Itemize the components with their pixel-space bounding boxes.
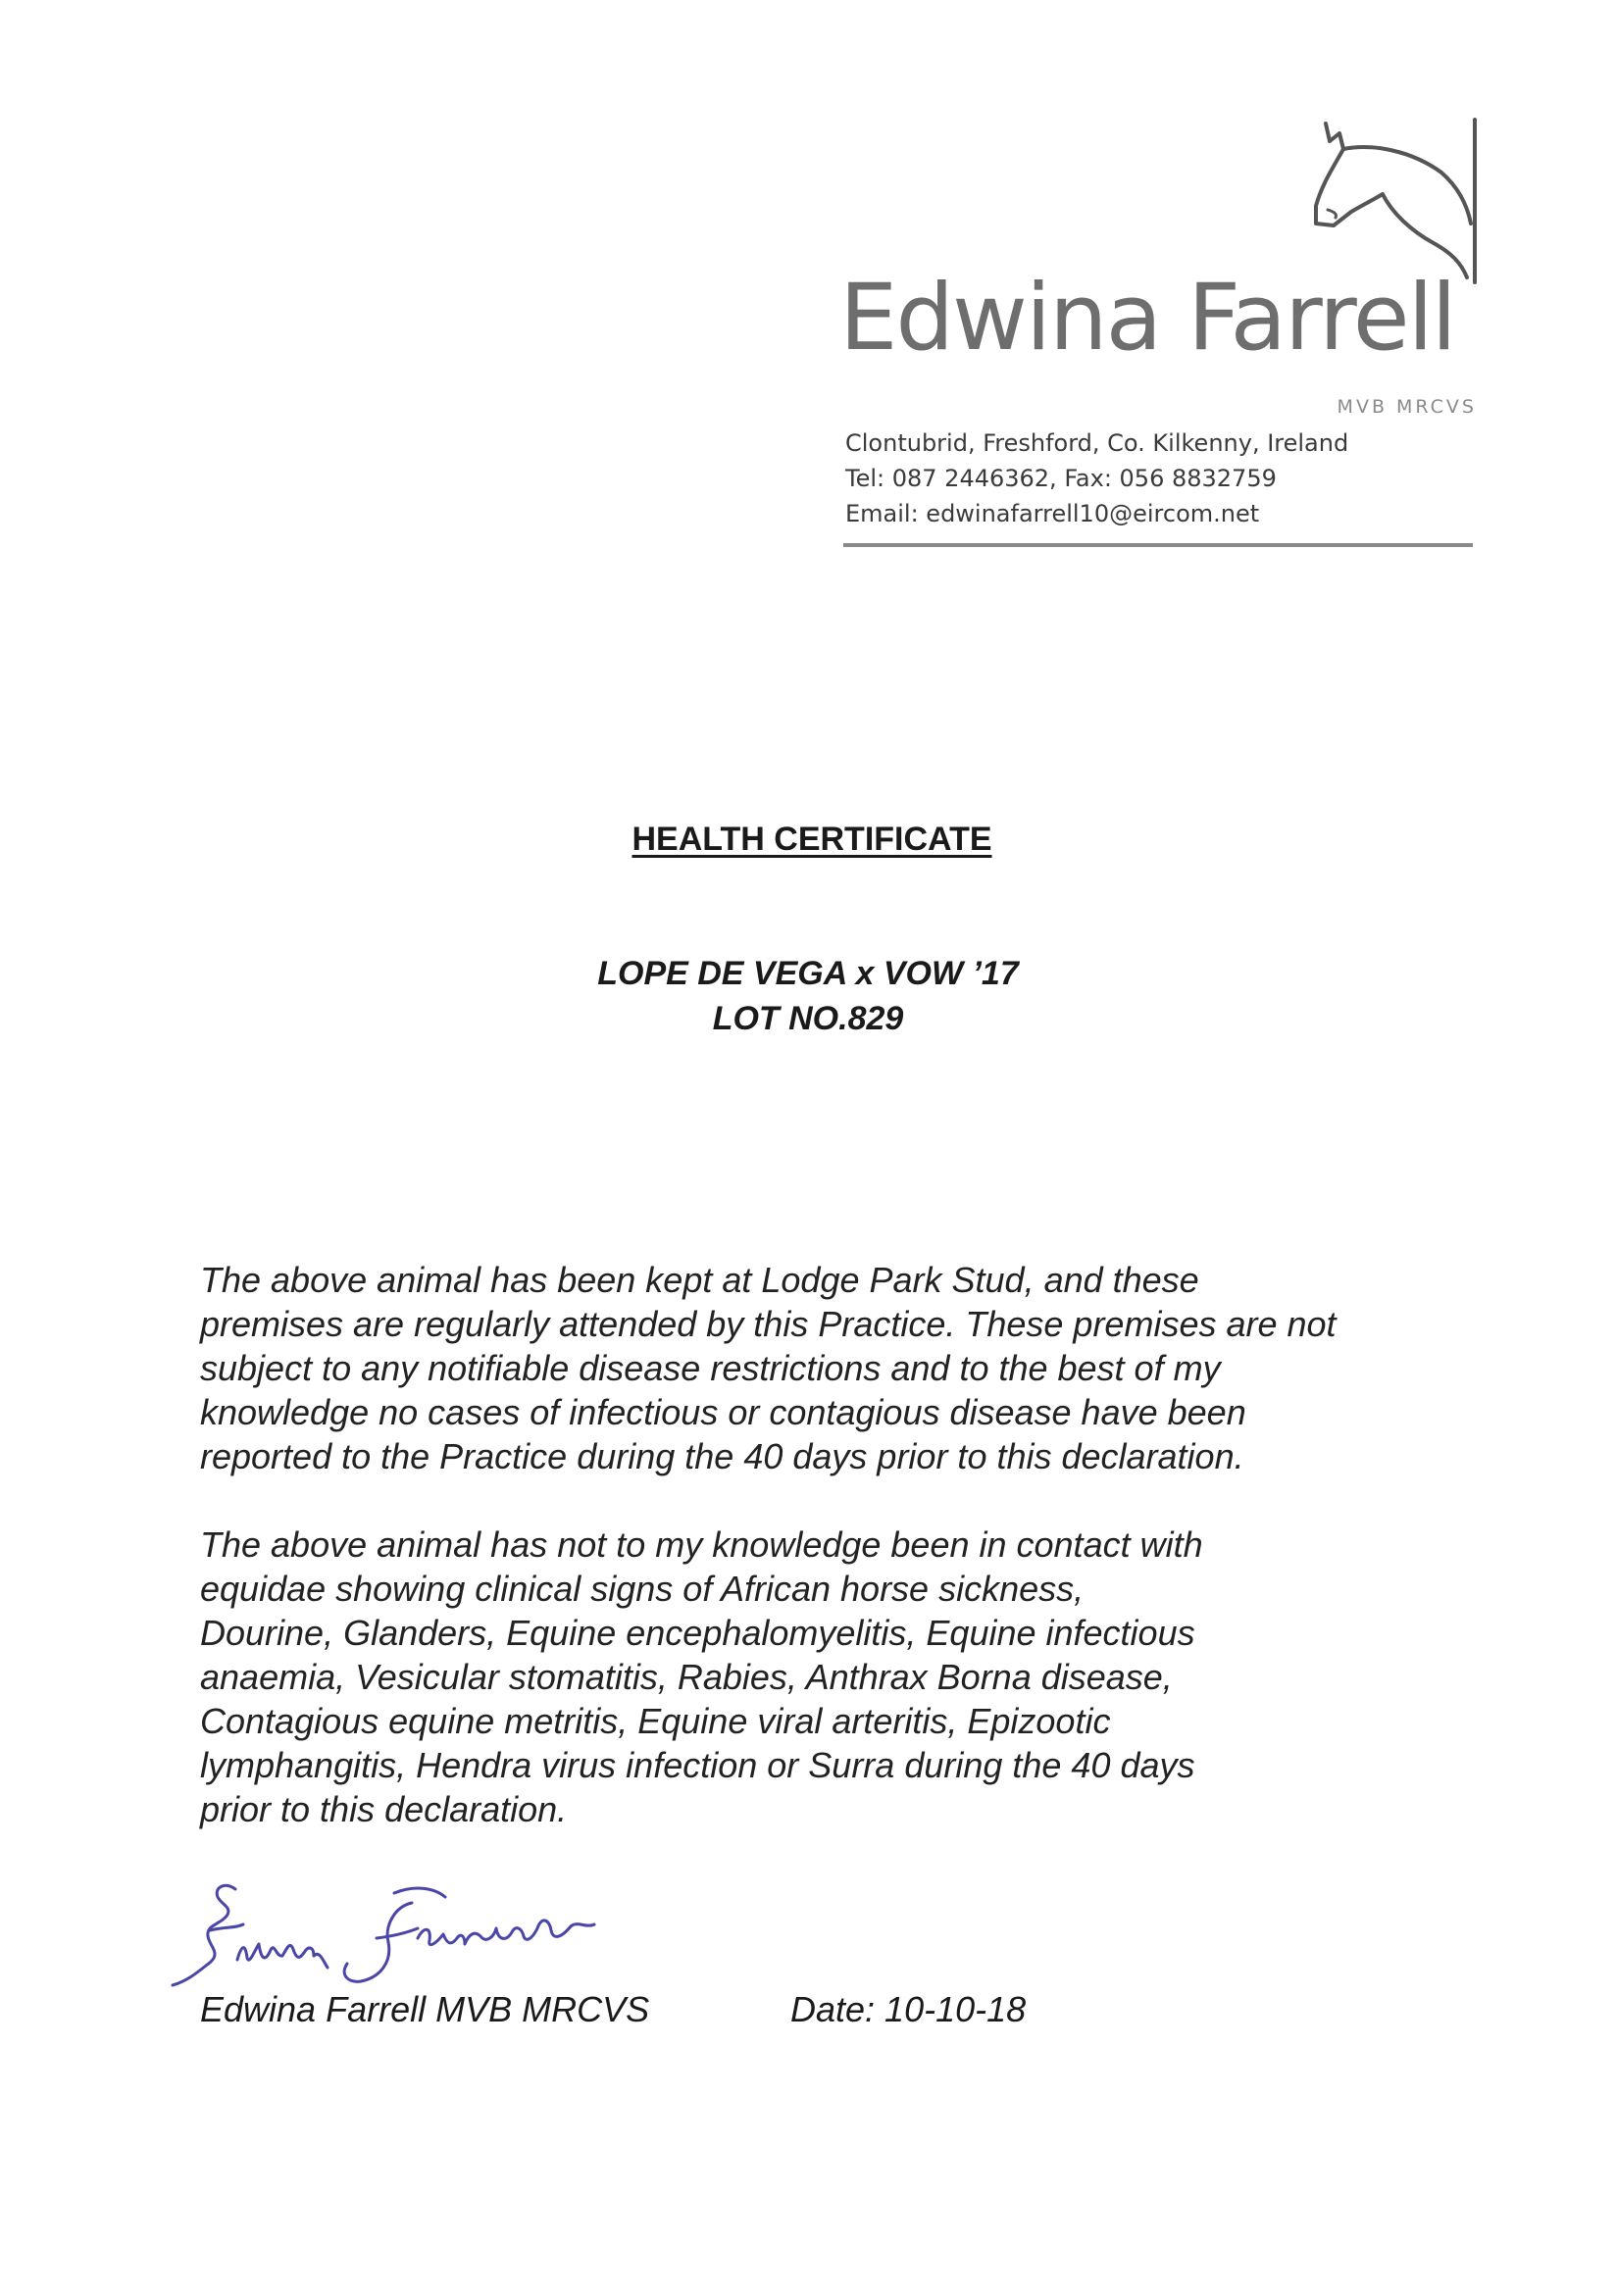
handwritten-signature [167,1868,657,2000]
paragraph-line: Dourine, Glanders, Equine encephalomyelitis, Equine infectious [200,1613,1195,1653]
header-divider [843,543,1473,547]
phone-line: Tel: 087 2446362, Fax: 056 8832759 [845,465,1277,492]
paragraph-line: reported to the Practice during the 40 days prior to this declaration. [200,1436,1244,1476]
document-title [0,820,1616,859]
paragraph-line: lymphangitis, Hendra virus infection or Surra during the 40 days [200,1745,1195,1785]
paragraph-diseases [200,1522,1475,1831]
address-line: Clontubrid, Freshford, Co. Kilkenny, Ireland [845,429,1349,457]
paragraph-premises [200,1258,1475,1478]
horse-head-icon [1314,116,1481,287]
paragraph-line: The above animal has been kept at Lodge Park Stud, and these [200,1260,1199,1300]
document-title-text: HEALTH CERTIFICATE [631,821,992,858]
paragraph-line: prior to this declaration. [200,1789,568,1829]
paragraph-line: The above animal has not to my knowledge been in contact with [200,1524,1203,1565]
signature-date: Date: 10-10-18 [790,1989,1027,2029]
paragraph-line: anaemia, Vesicular stomatitis, Rabies, Anthrax Borna disease, [200,1657,1173,1697]
horse-name: LOPE DE VEGA x VOW ’17 [597,955,1019,992]
paragraph-line: Contagious equine metritis, Equine viral arteritis, Epizootic [200,1701,1111,1741]
paragraph-line: knowledge no cases of infectious or contagious disease have been [200,1392,1246,1432]
practice-qualifications: MVB MRCVS [1337,396,1477,418]
email-line: Email: edwinafarrell10@eircom.net [845,500,1260,527]
horse-heading [0,951,1616,1041]
signatory-name: Edwina Farrell MVB MRCVS [200,1989,650,2029]
practice-name: Edwina Farrell [839,265,1455,372]
paragraph-line: subject to any notifiable disease restrictions and to the best of my [200,1348,1221,1388]
paragraph-line: equidae showing clinical signs of African horse sickness, [200,1569,1085,1609]
lot-number: LOT NO.829 [712,1000,904,1037]
contact-block [845,425,1453,531]
paragraph-line: premises are regularly attended by this Practice. These premises are not [200,1304,1337,1344]
